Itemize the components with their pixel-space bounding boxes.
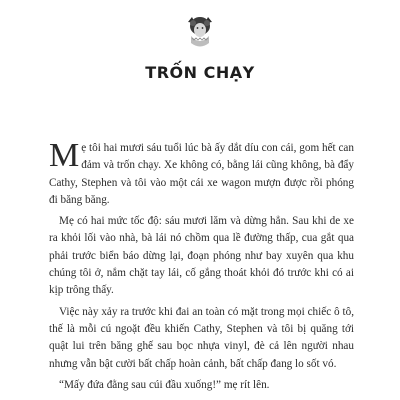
chapter-title: TRỐN CHẠY xyxy=(145,63,255,82)
sheep-illustration-icon xyxy=(182,10,218,50)
paragraph-3: Việc này xảy ra trước khi đai an toàn có mặt trong mọi chiếc ô tô, thế là mỗi cú ngoặt đều khiến Cathy, Stephen và tôi bị quăng tới quật lui trên băng ghế sau bọc nhựa vinyl, đè cả lên người nhau nhưng vẫn bật cười bất chấp hoàn cảnh, bất chấp đang lo sốt vó. xyxy=(49,305,354,370)
drop-cap: M xyxy=(49,137,80,174)
paragraph-4: “Mấy đứa đằng sau cúi đầu xuống!” mẹ rít lên. xyxy=(59,378,270,391)
paragraph-1 xyxy=(49,137,354,209)
paragraph-2: Mẹ có hai mức tốc độ: sáu mươi lăm và dừng hẳn. Sau khi de xe ra khỏi lối vào nhà, bà lái nó chồm qua lề đường thấp, cua gắt qua phải trước biển báo dừng lại, đoạn phóng như bay xuyên qua khu chúng tôi ở, nắm chặt tay lái, cố gắng thoát khỏi đó trước khi có ai kịp trông thấy. xyxy=(49,215,354,297)
paragraph-1-text: ẹ tôi hai mươi sáu tuổi lúc bà ấy dắt díu con cái, gom hết can đảm và trốn chạy. Xe không có, bằng lái cũng không, bà đẩy Cathy, Stephen và tôi vào một cái xe wagon mượn được rồi phóng đi băng băng. xyxy=(49,142,354,206)
chapter-body xyxy=(49,137,354,398)
